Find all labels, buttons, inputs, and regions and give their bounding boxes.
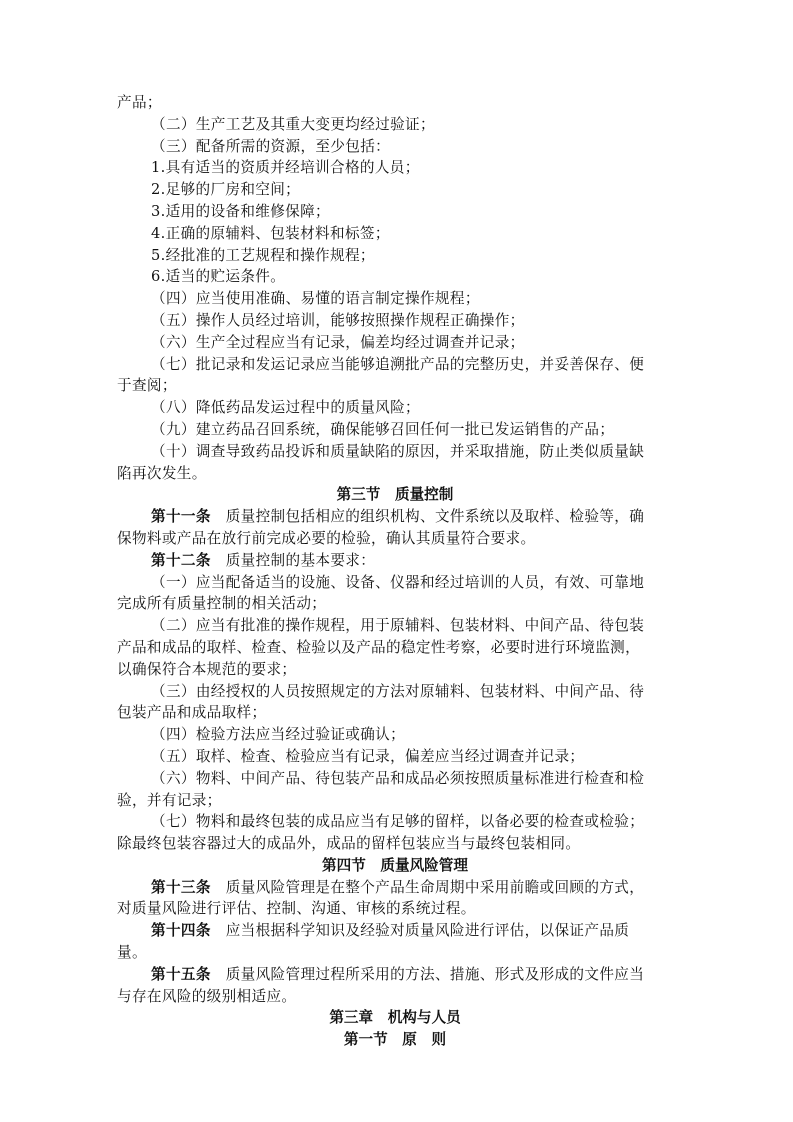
sub-list-item: 6.适当的贮运条件。 [151, 268, 286, 286]
list-item: （三）由经授权的人员按照规定的方法对原辅料、包装材料、中间产品、待 [151, 682, 645, 700]
article-line [117, 877, 673, 899]
list-item: （八）降低药品发运过程中的质量风险； [151, 399, 420, 417]
list-item: （十）调查导致药品投诉和质量缺陷的原因，并采取措施，防止类似质量缺 [151, 442, 645, 460]
article-text: 质量控制的基本要求： [210, 551, 376, 569]
list-item-continuation: 于查阅； [117, 377, 177, 395]
section-heading: 第四节 质量风险管理 [322, 856, 468, 874]
sub-list-item: 5.经批准的工艺规程和操作规程； [151, 246, 375, 264]
article-text: 质量控制包括相应的组织机构、文件系统以及取样、检验等，确 [210, 508, 645, 526]
article-continuation: 量。 [117, 944, 147, 962]
sub-list-item: 3.适用的设备和维修保障； [151, 202, 331, 220]
list-item: （七）物料和最终包装的成品应当有足够的留样，以备必要的检查或检验； [151, 813, 645, 831]
list-item: （六）生产全过程应当有记录，偏差均经过调查并记录； [151, 333, 525, 351]
article-text: 应当根据科学知识及经验对质量风险进行评估，以保证产品质 [210, 922, 630, 940]
sub-list-item: 2.足够的厂房和空间； [151, 181, 301, 199]
list-item: （一）应当配备适当的设施、设备、仪器和经过培训的人员，有效、可靠地 [151, 573, 645, 591]
article-line [117, 920, 673, 942]
sub-list-item: 4.正确的原辅料、包装材料和标签； [151, 224, 390, 242]
article-line [117, 550, 673, 572]
article-label: 第十一条 [151, 508, 211, 526]
list-item: （六）物料、中间产品、待包装产品和成品必须按照质量标准进行检查和检 [151, 769, 645, 787]
list-item-continuation: 陷再次发生。 [117, 464, 207, 482]
article-label: 第十二条 [151, 551, 211, 569]
article-text: 质量风险管理过程所采用的方法、措施、形式及形成的文件应当 [210, 965, 645, 983]
article-label: 第十三条 [151, 878, 211, 896]
article-line [117, 506, 673, 528]
list-item: （二）生产工艺及其重大变更均经过验证； [151, 115, 435, 133]
list-item-continuation: 包装产品和成品取样； [117, 704, 267, 722]
chapter-heading: 第三章 机构与人员 [329, 1009, 461, 1027]
list-item: （九）建立药品召回系统，确保能够召回任何一批已发运销售的产品； [151, 420, 615, 438]
section-heading: 第一节 原 则 [343, 1031, 447, 1049]
list-item: （二）应当有批准的操作规程，用于原辅料、包装材料、中间产品、待包装 [151, 617, 645, 635]
list-item: （七）批记录和发运记录应当能够追溯批产品的完整历史，并妥善保存、便 [151, 355, 645, 373]
list-item-continuation: 产品和成品的取样、检查、检验以及产品的稳定性考察，必要时进行环境监测， [117, 638, 641, 656]
list-item: （五）取样、检查、检验应当有记录，偏差应当经过调查并记录； [151, 747, 585, 765]
section-heading: 第三节 质量控制 [336, 486, 454, 504]
list-item-continuation: 以确保符合本规范的要求； [117, 660, 297, 678]
list-item: （五）操作人员经过培训，能够按照操作规程正确操作； [151, 311, 525, 329]
article-continuation: 对质量风险进行评估、控制、沟通、审核的系统过程。 [117, 900, 476, 918]
article-label: 第十四条 [151, 922, 211, 940]
list-item-continuation: 除最终包装容器过大的成品外，成品的留样包装应当与最终包装相同。 [117, 835, 581, 853]
article-text: 质量风险管理是在整个产品生命周期中采用前瞻或回顾的方式， [210, 878, 645, 896]
list-item-continuation: 验，并有记录； [117, 791, 222, 809]
paragraph-line: 产品； [117, 94, 162, 111]
article-continuation: 与存在风险的级别相适应。 [117, 987, 297, 1005]
article-line [117, 964, 673, 986]
list-item: （四）检验方法应当经过验证或确认； [151, 726, 406, 744]
list-item-continuation: 完成所有质量控制的相关活动； [117, 595, 327, 613]
list-item: （四）应当使用准确、易懂的语言制定操作规程； [151, 290, 480, 308]
sub-list-item: 1.具有适当的资质并经培训合格的人员； [151, 159, 420, 177]
list-item: （三）配备所需的资源，至少包括： [151, 137, 391, 155]
article-label: 第十五条 [151, 965, 211, 983]
article-continuation: 保物料或产品在放行前完成必要的检验，确认其质量符合要求。 [117, 529, 536, 547]
